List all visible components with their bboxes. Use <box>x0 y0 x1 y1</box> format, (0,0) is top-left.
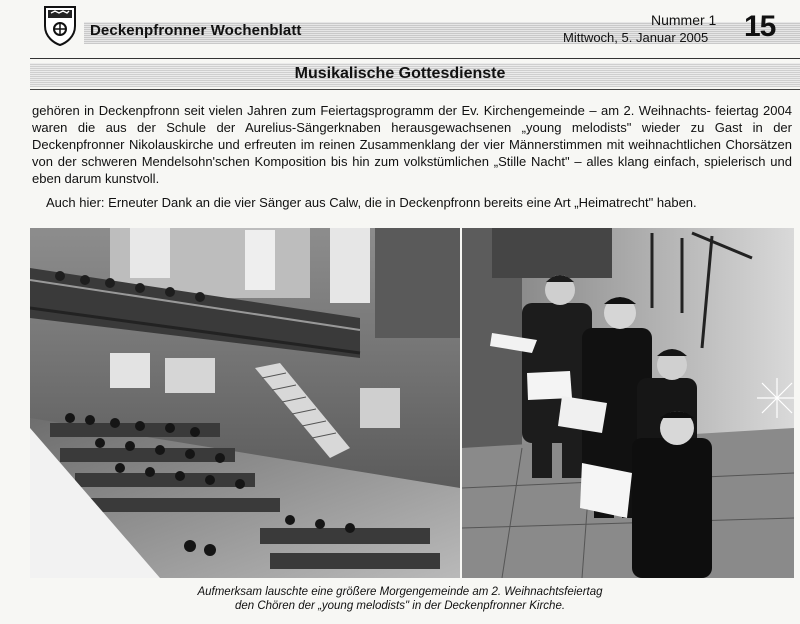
article-title: Musikalische Gottesdienste <box>294 65 506 82</box>
text-line: gehören in Deckenpfronn seit vielen Jahren zum Feiertagsprogramm der Ev. Kirchengemeinde – am 2. Weihnachts- <box>32 103 711 118</box>
divider <box>30 58 800 59</box>
photo-caption <box>0 585 800 613</box>
caption-line: den Chören der „young melodists" in der Deckenpfronner Kirche. <box>234 600 566 612</box>
text-line: weihnachtlichen Chorsätzen von der schweren Mendelsohn'schen Komposition bis hin zum volkstümlichen „Stille <box>32 137 792 169</box>
issue-number: Nummer 1 <box>651 12 717 28</box>
singers-photo <box>462 228 794 578</box>
caption-line: Aufmerksam lauschte eine größere Morgengemeinde am 2. Weihnachtsfeiertag <box>197 586 603 598</box>
text-line: Nacht" – alles klang einfach, spielerisch und eben darum kunstvoll. <box>32 154 792 186</box>
church-interior-photo <box>30 228 460 578</box>
coat-of-arms-icon <box>42 4 78 46</box>
article-paragraph-2: Auch hier: Erneuter Dank an die vier Sänger aus Calw, die in Deckenpfronn bereits eine Art „Heimatrecht" haben. <box>46 195 697 210</box>
issue-date: Mittwoch, 5. Januar 2005 <box>563 30 709 45</box>
page-number: 15 <box>744 10 776 43</box>
text-line: feiertag 2004 waren die aus der Schule der Aurelius-Sängerknaben herausgewachsenen „young melodists" wieder <box>32 103 792 135</box>
text-line: zu Gast in der Deckenpfronner Nikolauskirche und erfreuten im reinen Zusammenklang der vier Männerstimmen mit <box>32 120 792 152</box>
article-paragraph <box>32 102 792 187</box>
article-body <box>32 102 792 211</box>
paper-name: Deckenpfronner Wochenblatt <box>90 22 302 39</box>
divider <box>30 89 800 90</box>
